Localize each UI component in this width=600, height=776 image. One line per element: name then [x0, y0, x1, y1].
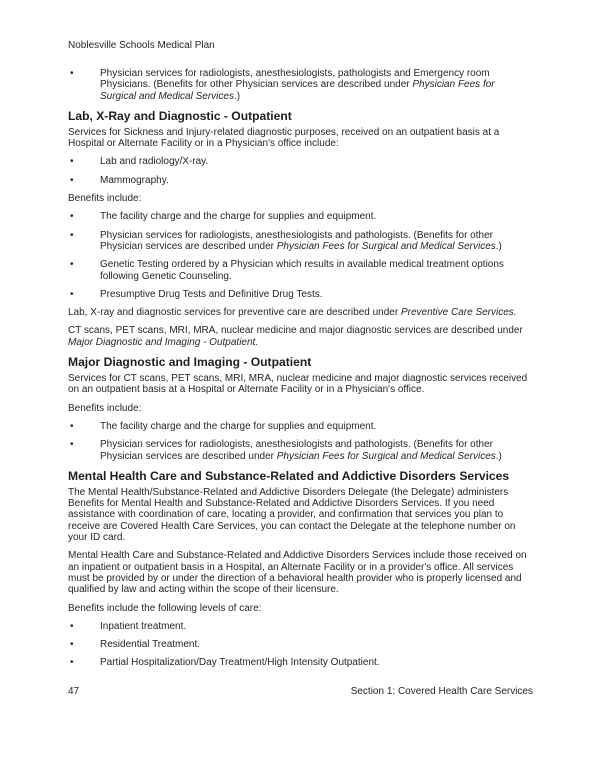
- bullet-text: The facility charge and the charge for supplies and equipment.: [100, 420, 377, 432]
- bullet-text: Genetic Testing ordered by a Physician which results in available medical treatment options following Genetic Counseling.: [100, 259, 504, 282]
- paragraph: The Mental Health/Substance-Related and Addictive Disorders Delegate (the Delegate) administers Benefits for Mental Health and Substance-Related and Addictive Disorders Services. If you need assistance with coordination of care, locating a provider, and confirmation that services you plan to receive are Covered Health Care Services, you can contact the Delegate at the telephone number on your ID card.: [68, 486, 516, 544]
- bullet-text: Physician services for radiologists, anesthesiologists and pathologists. (Benefits for other Physician services are described under Physician Fees for Surgical and Medical Services.): [100, 229, 502, 252]
- bullet-icon: •: [70, 229, 74, 241]
- bullet-icon: •: [70, 420, 74, 432]
- bullet-item: [68, 211, 533, 222]
- paragraph: Services for Sickness and Injury-related diagnostic purposes, received on an outpatient basis at a Hospital or Alternate Facility or in a Physician's office include:: [68, 126, 500, 150]
- document-body: [68, 40, 533, 676]
- bullet-icon: •: [70, 439, 74, 451]
- bullet-icon: •: [70, 620, 74, 632]
- bullet-item: [68, 439, 533, 462]
- paragraph: Mental Health Care and Substance-Related and Addictive Disorders Services include those received on an inpatient or outpatient basis in a Hospital, an Alternate Facility or in a provider's office. All services must be provided by or under the direction of a behavioral health provider who is properly licensed and qualified by law and acting within the scope of their licensure.: [68, 550, 527, 596]
- bullet-icon: •: [70, 639, 74, 651]
- footer-section-label: Section 1: Covered Health Care Services: [350, 686, 533, 697]
- bullet-text: The facility charge and the charge for supplies and equipment.: [100, 211, 377, 223]
- bullet-item: [68, 421, 533, 432]
- bullet-item: [68, 259, 533, 282]
- paragraph: Benefits include:: [68, 402, 142, 414]
- paragraph: Benefits include:: [68, 193, 142, 205]
- bullet-icon: •: [70, 156, 74, 168]
- bullet-item: [68, 156, 533, 167]
- bullet-text: Presumptive Drug Tests and Definitive Drug Tests.: [100, 288, 323, 300]
- bullet-text: Partial Hospitalization/Day Treatment/High Intensity Outpatient.: [100, 657, 380, 669]
- bullet-text: Physician services for radiologists, anesthesiologists and pathologists. (Benefits for other Physician services are described under Physician Fees for Surgical and Medical Services.): [100, 439, 502, 462]
- bullet-icon: •: [70, 68, 74, 79]
- section-heading: Major Diagnostic and Imaging - Outpatient: [68, 355, 312, 370]
- bullet-text: Inpatient treatment.: [100, 620, 187, 632]
- bullet-item: [68, 68, 533, 102]
- bullet-icon: •: [70, 259, 74, 271]
- paragraph: Services for CT scans, PET scans, MRI, MRA, nuclear medicine and major diagnostic services received on an outpatient basis at a Hospital or Alternate Facility or in a Physician's office.: [68, 373, 528, 396]
- bullet-icon: •: [70, 174, 74, 186]
- section-heading: Lab, X-Ray and Diagnostic - Outpatient: [68, 108, 292, 123]
- paragraph: Benefits include the following levels of care:: [68, 602, 262, 614]
- bullet-text: Mammography.: [100, 174, 169, 186]
- bullet-icon: •: [70, 657, 74, 669]
- bullet-text: Physician services for radiologists, anesthesiologists, pathologists and Emergency room Physicians. (Benefits for other Physician services are described under Physician Fees for Surgical and Medical Services.): [100, 68, 495, 102]
- footer-page-number: 47: [68, 686, 80, 697]
- document-footer: [68, 686, 533, 698]
- bullet-item: [68, 289, 533, 300]
- bullet-icon: •: [70, 288, 74, 300]
- bullet-icon: •: [70, 211, 74, 223]
- bullet-item: [68, 621, 533, 632]
- paragraph: Lab, X-ray and diagnostic services for preventive care are described under Preventive Care Services.: [68, 307, 517, 319]
- bullet-text: Residential Treatment.: [100, 639, 201, 651]
- bullet-item: [68, 230, 533, 253]
- bullet-item: [68, 657, 533, 668]
- bullet-item: [68, 175, 533, 186]
- paragraph: CT scans, PET scans, MRI, MRA, nuclear medicine and major diagnostic services are described under Major Diagnostic and Imaging - Outpatient.: [68, 325, 523, 348]
- section-heading: Mental Health Care and Substance-Related and Addictive Disorders Services: [68, 468, 510, 483]
- bullet-item: [68, 639, 533, 650]
- bullet-text: Lab and radiology/X-ray.: [100, 156, 209, 168]
- document-header-title: Noblesville Schools Medical Plan: [68, 40, 215, 51]
